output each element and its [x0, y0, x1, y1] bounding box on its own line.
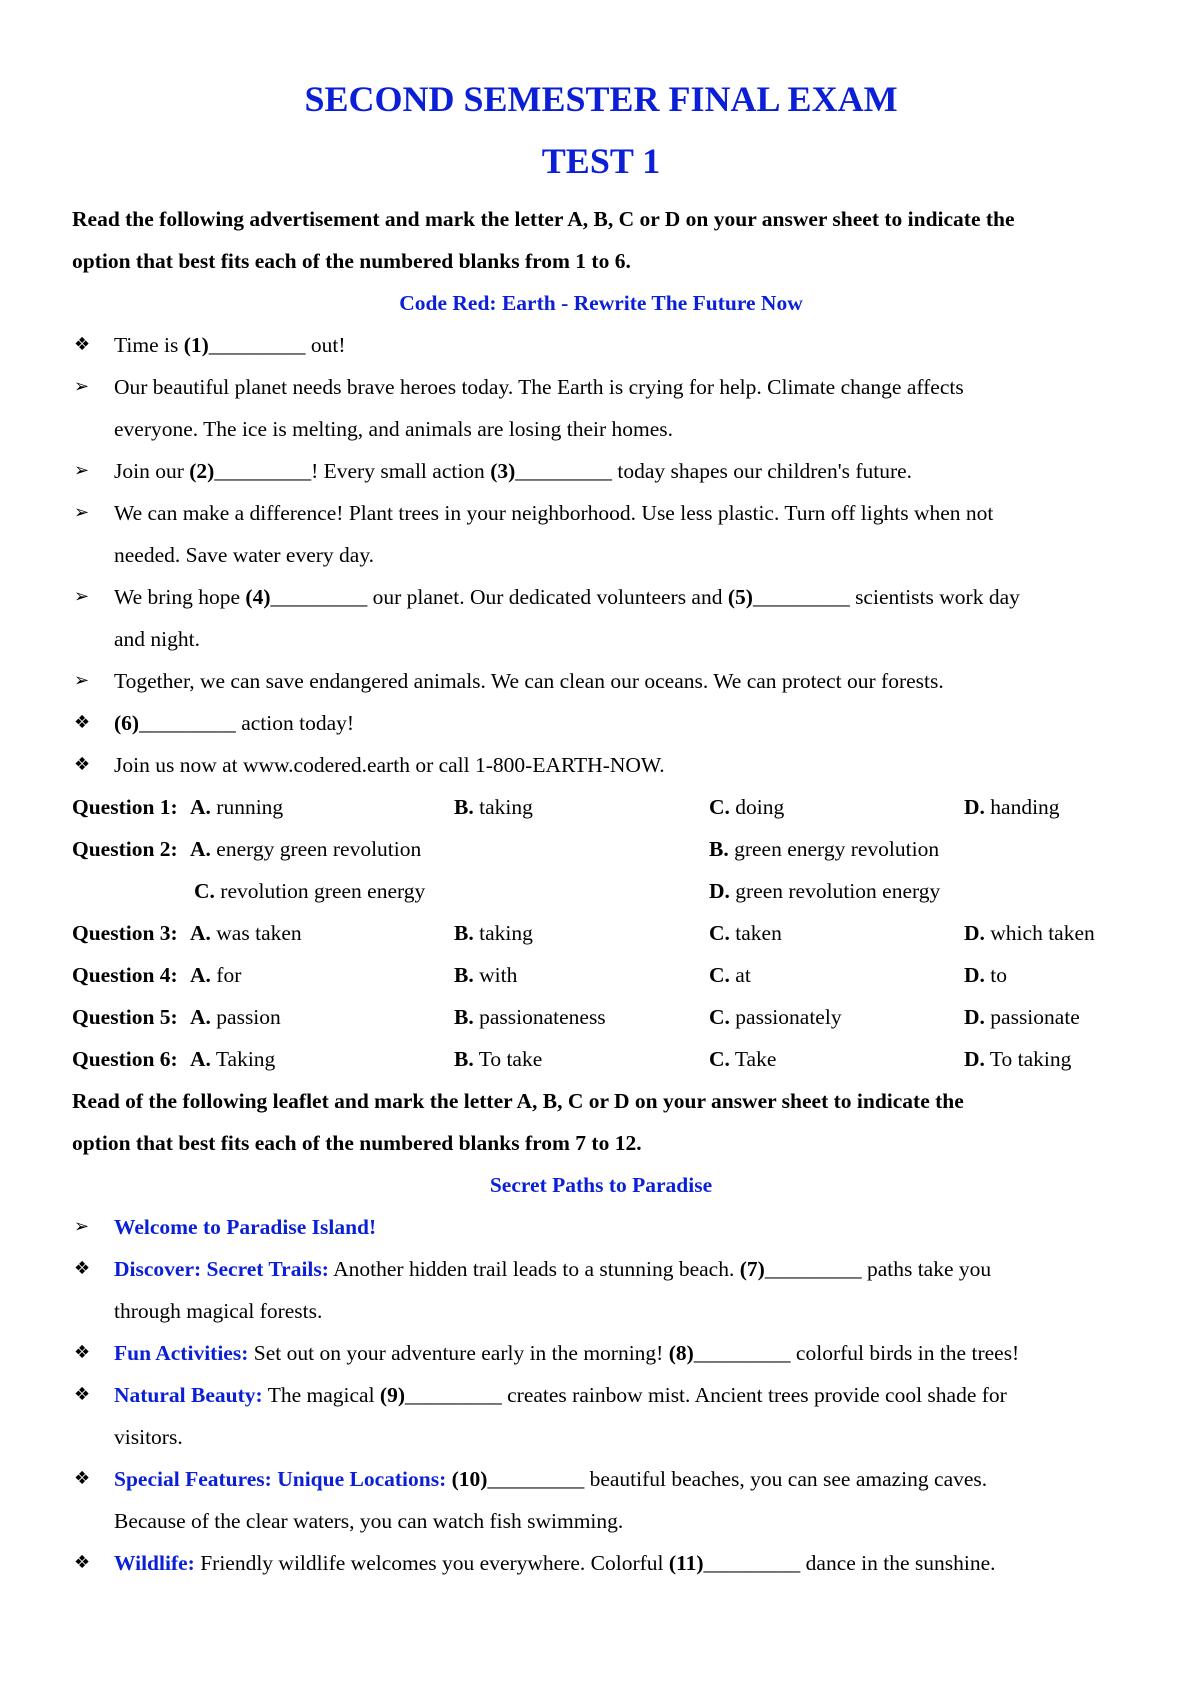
part2-instruction [72, 1080, 1130, 1164]
part1-bullet-item [72, 492, 1130, 576]
part1-bullet-item [72, 660, 1130, 702]
option-a [190, 912, 302, 954]
diamond-bullet-icon: ❖ [74, 334, 91, 355]
option-text: Taking [210, 1047, 276, 1071]
part1-instruction [72, 198, 1130, 282]
option-c [709, 786, 784, 828]
part1-bullet-text: Join our (2)_________! Every small action (3)_________ today shapes our children's future. [114, 459, 913, 483]
part1-bullet-text: Our beautiful planet needs brave heroes today. The Earth is crying for help. Climate change affects [114, 375, 964, 399]
option-c [709, 912, 782, 954]
part2-bullet-text: through magical forests. [114, 1299, 323, 1323]
option-d [709, 870, 940, 912]
part2-bullet-text: Set out on your adventure early in the morning! (8)_________ colorful birds in the trees! [248, 1341, 1020, 1365]
arrow-bullet-icon: ➢ [74, 502, 90, 523]
option-letter: B. [454, 1047, 474, 1071]
option-letter: B. [454, 963, 474, 987]
option-a [190, 786, 283, 828]
part2-bullet-text: Another hidden trail leads to a stunning beach. (7)_________ paths take you [328, 1257, 992, 1281]
option-letter: D. [964, 1005, 985, 1029]
option-letter: A. [190, 963, 211, 987]
question-row-continued [72, 870, 1130, 912]
question-label: Question 3: [72, 921, 178, 945]
question-label: Question 1: [72, 795, 178, 819]
option-b [454, 954, 517, 996]
question-label: Question 4: [72, 963, 178, 987]
part2-bullet-item [72, 1458, 1130, 1542]
part1-bullet-text: (6)_________ action today! [114, 711, 355, 735]
diamond-bullet-icon: ❖ [74, 1552, 91, 1573]
option-letter: B. [454, 795, 474, 819]
option-a [190, 828, 421, 870]
option-text: Take [729, 1047, 777, 1071]
part2-bullet-label: Welcome to Paradise Island! [114, 1215, 377, 1239]
option-b [454, 912, 533, 954]
part1-instruction-line1: Read the following advertisement and mark the letter A, B, C or D on your answer sheet to indicate the [72, 207, 1015, 231]
option-text: revolution green energy [214, 879, 426, 903]
question-row [72, 1038, 1130, 1080]
question-label: Question 5: [72, 1005, 178, 1029]
part1-bullet-text: Join us now at www.codered.earth or call 1-800-EARTH-NOW. [114, 753, 665, 777]
option-letter: B. [709, 837, 729, 861]
option-d [964, 786, 1060, 828]
option-c [709, 996, 842, 1038]
part2-bullet-label: Fun Activities: [114, 1341, 249, 1365]
option-text: taken [729, 921, 782, 945]
question-label: Question 2: [72, 837, 178, 861]
part2-instruction-line2: option that best fits each of the numbered blanks from 7 to 12. [72, 1131, 642, 1155]
option-text: was taken [210, 921, 302, 945]
part1-bullet-text: everyone. The ice is melting, and animals are losing their homes. [114, 417, 674, 441]
option-letter: A. [190, 1005, 211, 1029]
part2-bullet-list [72, 1206, 1130, 1584]
option-b [709, 828, 939, 870]
part1-bullet-item [72, 450, 1130, 492]
option-text: green energy revolution [728, 837, 940, 861]
option-text: To taking [984, 1047, 1072, 1071]
option-letter: C. [709, 921, 730, 945]
diamond-bullet-icon: ❖ [74, 1342, 91, 1363]
question-row [72, 786, 1130, 828]
exam-title: SECOND SEMESTER FINAL EXAM [304, 79, 898, 119]
part1-instruction-line2: option that best fits each of the numbered blanks from 1 to 6. [72, 249, 631, 273]
part1-bullet-text: We bring hope (4)_________ our planet. Our dedicated volunteers and (5)_________ scientists work day [114, 585, 1020, 609]
question-list [72, 786, 1130, 1080]
option-letter: C. [709, 795, 730, 819]
arrow-bullet-icon: ➢ [74, 460, 90, 481]
part1-bullet-text: Together, we can save endangered animals. We can clean our oceans. We can protect our forests. [114, 669, 944, 693]
option-text: with [473, 963, 518, 987]
part2-instruction-line1: Read of the following leaflet and mark the letter A, B, C or D on your answer sheet to indicate the [72, 1089, 964, 1113]
part1-bullet-item [72, 744, 1130, 786]
part1-bullet-text: and night. [114, 627, 200, 651]
option-text: handing [984, 795, 1060, 819]
option-text: at [729, 963, 751, 987]
question-label: Question 6: [72, 1047, 178, 1071]
option-text: doing [729, 795, 785, 819]
option-letter: C. [709, 1047, 730, 1071]
arrow-bullet-icon: ➢ [74, 670, 90, 691]
part1-bullet-item [72, 324, 1130, 366]
option-text: for [210, 963, 242, 987]
option-a [190, 954, 241, 996]
option-d [964, 996, 1080, 1038]
question-row [72, 954, 1130, 996]
part1-heading: Code Red: Earth - Rewrite The Future Now [399, 291, 803, 315]
option-b [454, 996, 606, 1038]
part2-bullet-item [72, 1542, 1130, 1584]
part2-bullet-item [72, 1374, 1130, 1458]
diamond-bullet-icon: ❖ [74, 712, 91, 733]
arrow-bullet-icon: ➢ [74, 1216, 90, 1237]
option-b [454, 1038, 542, 1080]
option-text: energy green revolution [210, 837, 422, 861]
option-text: running [210, 795, 284, 819]
option-a [190, 996, 281, 1038]
option-letter: A. [190, 837, 211, 861]
part2-heading: Secret Paths to Paradise [489, 1173, 713, 1197]
part2-bullet-label: Special Features: Unique Locations: [114, 1467, 447, 1491]
question-row [72, 828, 1130, 870]
part1-bullet-text: Time is (1)_________ out! [114, 333, 346, 357]
option-letter: D. [964, 1047, 985, 1071]
option-letter: D. [709, 879, 730, 903]
question-row [72, 996, 1130, 1038]
option-c [709, 954, 751, 996]
option-letter: D. [964, 963, 985, 987]
part2-bullet-text: visitors. [114, 1425, 183, 1449]
option-letter: B. [454, 1005, 474, 1029]
part2-bullet-label: Discover: Secret Trails: [114, 1257, 329, 1281]
part1-bullet-item [72, 576, 1130, 660]
part1-bullet-item [72, 366, 1130, 450]
option-text: passionateness [473, 1005, 606, 1029]
option-letter: A. [190, 795, 211, 819]
option-letter: C. [709, 1005, 730, 1029]
option-d [964, 912, 1095, 954]
option-letter: C. [709, 963, 730, 987]
part1-bullet-text: needed. Save water every day. [114, 543, 375, 567]
diamond-bullet-icon: ❖ [74, 1384, 91, 1405]
option-text: which taken [984, 921, 1095, 945]
arrow-bullet-icon: ➢ [74, 376, 90, 397]
part2-bullet-text: Friendly wildlife welcomes you everywhere. Colorful (11)_________ dance in the sunshine. [194, 1551, 996, 1575]
part1-bullet-list [72, 324, 1130, 786]
part2-bullet-item [72, 1248, 1130, 1332]
part2-bullet-text: (10)_________ beautiful beaches, you can see amazing caves. [451, 1467, 988, 1491]
option-letter: D. [964, 921, 985, 945]
option-d [964, 1038, 1071, 1080]
part2-bullet-item [72, 1332, 1130, 1374]
arrow-bullet-icon: ➢ [74, 586, 90, 607]
part2-bullet-label: Natural Beauty: [114, 1383, 263, 1407]
option-text: taking [473, 795, 533, 819]
exam-subtitle: TEST 1 [541, 141, 661, 181]
option-letter: B. [454, 921, 474, 945]
option-text: To take [473, 1047, 543, 1071]
option-letter: D. [964, 795, 985, 819]
option-letter: A. [190, 1047, 211, 1071]
option-c [194, 870, 425, 912]
part1-bullet-item [72, 702, 1130, 744]
part2-bullet-label: Wildlife: [114, 1551, 195, 1575]
option-letter: A. [190, 921, 211, 945]
option-letter: C. [194, 879, 215, 903]
option-c [709, 1038, 776, 1080]
part2-bullet-text: The magical (9)_________ creates rainbow mist. Ancient trees provide cool shade for [262, 1383, 1007, 1407]
option-text: passionate [984, 1005, 1080, 1029]
part1-bullet-text: We can make a difference! Plant trees in your neighborhood. Use less plastic. Turn off lights when not [114, 501, 994, 525]
part2-bullet-text: Because of the clear waters, you can watch fish swimming. [114, 1509, 624, 1533]
question-row [72, 912, 1130, 954]
option-b [454, 786, 533, 828]
option-text: passion [210, 1005, 281, 1029]
diamond-bullet-icon: ❖ [74, 1468, 91, 1489]
option-d [964, 954, 1007, 996]
diamond-bullet-icon: ❖ [74, 1258, 91, 1279]
option-a [190, 1038, 275, 1080]
part2-bullet-item [72, 1206, 1130, 1248]
option-text: green revolution energy [729, 879, 941, 903]
diamond-bullet-icon: ❖ [74, 754, 91, 775]
option-text: passionately [729, 1005, 842, 1029]
option-text: to [984, 963, 1008, 987]
option-text: taking [473, 921, 533, 945]
